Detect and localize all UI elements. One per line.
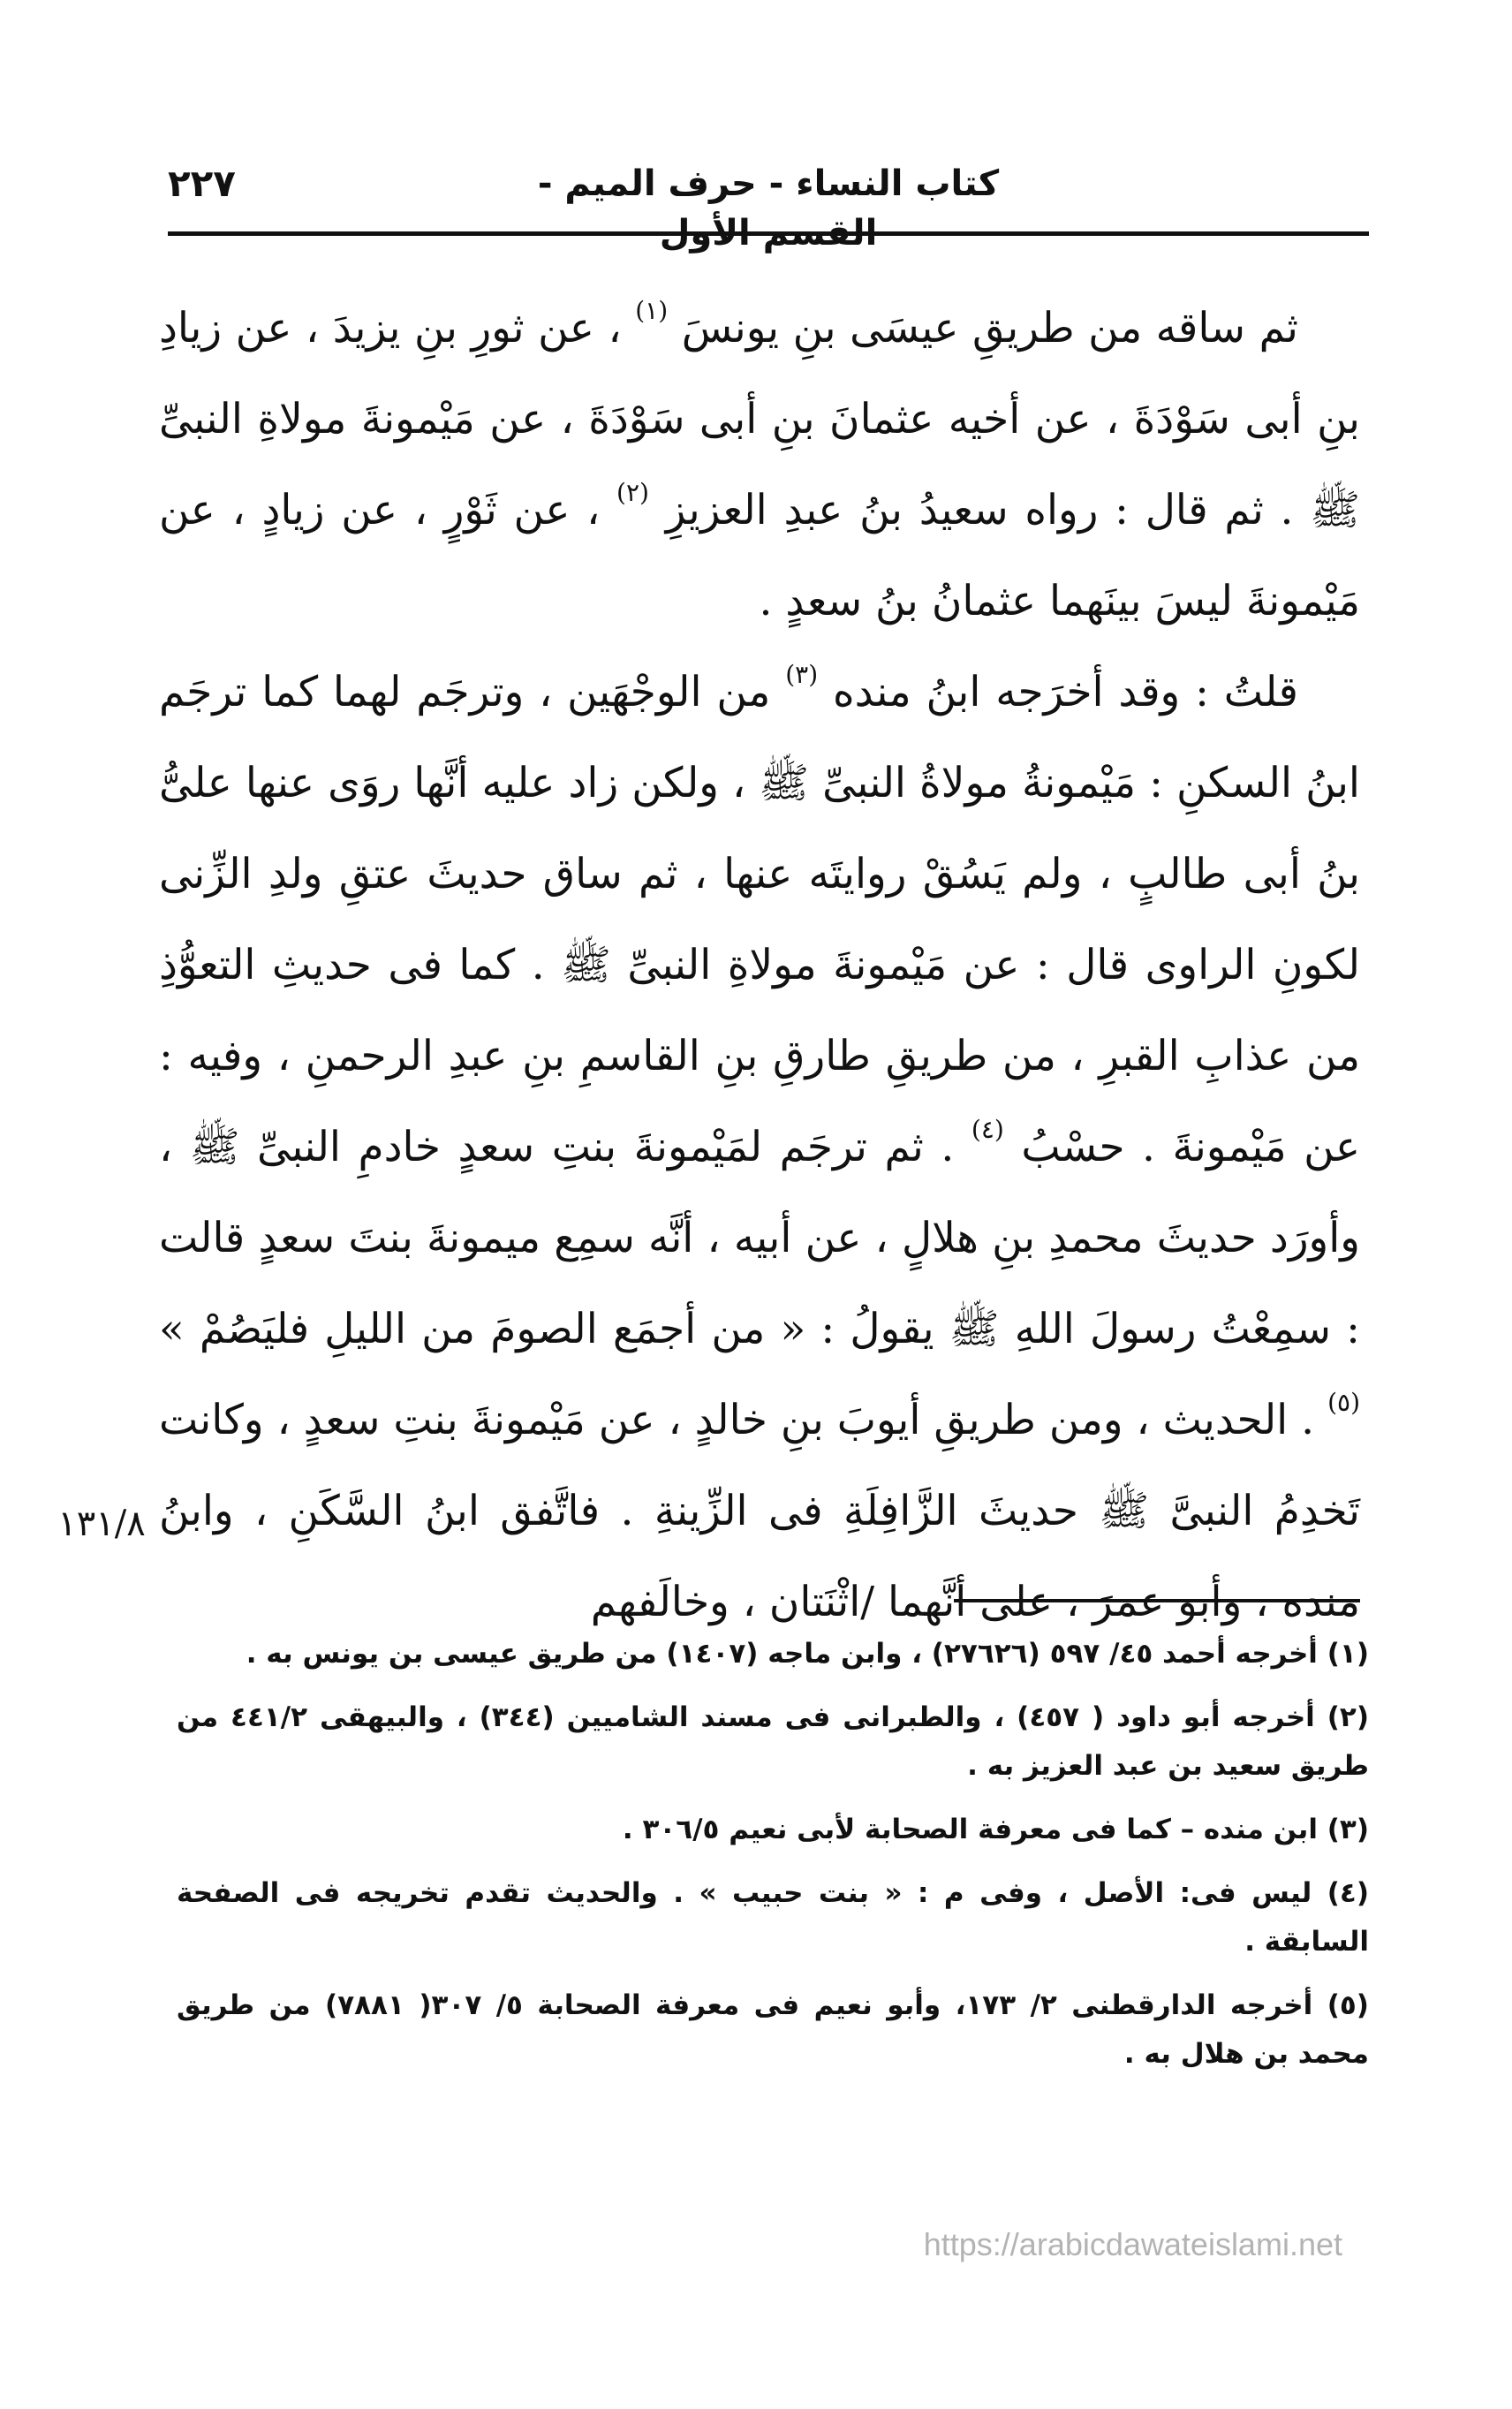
footnote-divider xyxy=(954,1599,1360,1602)
paragraph-1 xyxy=(159,283,1360,647)
footnote-3: (٣) ابن منده – كما فى معرفة الصحابة لأبى نعيم ٣٠٦/٥ . xyxy=(622,1814,1369,1845)
running-header-title: كتاب النساء - حرف الميم - القسم الأول xyxy=(537,163,1000,254)
footnote-ref-4: (٤) xyxy=(971,1115,1004,1144)
watermark-url: https://arabicdawateislami.net xyxy=(923,2226,1342,2262)
footnote-1: (١) أخرجه أحمد ٤٥/ ٥٩٧ (٢٧٦٢٦) ، وابن ماجه (١٤٠٧) من طريق عيسى بن يونس به . xyxy=(246,1638,1369,1670)
header-divider xyxy=(168,231,1369,236)
footnote-ref-3: (٣) xyxy=(785,660,819,689)
footnote-5: (٥) أخرجه الدارقطنى ٢/ ١٧٣، وأبو نعيم فى معرفة الصحابة ٥/ ٣٠٧( ٧٨٨١) من طريق محمد بن هلال به . xyxy=(177,1989,1369,2070)
margin-reference: ١٣١/٨ xyxy=(57,1504,146,1544)
footnote-4: (٤) ليس فى: الأصل ، وفى م : « بنت حبيب » . والحديث تقدم تخريجه فى الصفحة السابقة . xyxy=(177,1877,1369,1958)
paragraph-2 xyxy=(159,647,1360,1648)
footnote-2: (٢) أخرجه أبو داود ( ٤٥٧) ، والطبرانى فى مسند الشاميين (٣٤٤) ، والبيهقى ٤٤١/٢ من طريق سعيد بن عبد العزيز به . xyxy=(177,1701,1369,1782)
paragraph-1-text-b: ، عن ثورِ بنِ يزيدَ ، عن زيادِ بنِ أبى سَوْدَةَ ، عن أخيه عثمانَ بنِ أبى سَوْدَةَ ، عن مَيْمونةَ مولاةِ النبىِّ ﷺ . ثم قال : رواه سعيدُ بنُ عبدِ العزيزِ xyxy=(159,304,1360,534)
page-number: ٢٢٧ xyxy=(168,162,236,205)
paragraph-2-text-b: من الوجْهَين ، وترجَم لهما كما ترجَم ابنُ السكنِ : مَيْمونةُ مولاةُ النبىِّ ﷺ ، ولكن زاد عليه أنَّها روَى عنها علىُّ بنُ أبى طالبٍ ، ولم يَسُقْ روايتَه عنها ، ثم ساق حديثَ عتقِ ولدِ الزِّنى لكونِ الراوى قال : عن مَيْمونةَ مولاةِ النبىِّ ﷺ . كما فى حديثِ التعوُّذِ من عذابِ القبرِ ، من طريقِ طارقِ بنِ القاسمِ بنِ عبدِ الرحمنِ ، وفيه : عن مَيْمونةَ . حسْبُ xyxy=(159,668,1360,1171)
main-text xyxy=(159,283,1360,1648)
footnotes xyxy=(177,1630,1369,2094)
footnote-ref-2: (٢) xyxy=(616,478,649,507)
footnote-ref-1: (١) xyxy=(635,296,669,325)
paragraph-1-text-a: ثم ساقه من طريقِ عيسَى بنِ يونسَ xyxy=(681,304,1298,352)
paragraph-2-text-a: قلتُ : وقد أخرَجه ابنُ منده xyxy=(832,668,1298,716)
footnote-ref-5: (٥) xyxy=(1327,1388,1360,1417)
paragraph-2-text-d: . الحديث ، ومن طريقِ أيوبَ بنِ خالدٍ ، عن مَيْمونةَ بنتِ سعدٍ ، وكانت تَخدِمُ النبىَّ ﷺ حديثَ الزَّافِلَةِ فى الزِّينةِ . فاتَّفق ابنُ السَّكَنِ ، وابنُ منده ، وأبو عمرَ ، على أنَّهما /اثْنَتان ، وخالَفهم xyxy=(159,1396,1360,1626)
paragraph-2-text-c: . ثم ترجَم لمَيْمونةَ بنتِ سعدٍ خادمِ النبىِّ ﷺ ، وأورَد حديثَ محمدِ بنِ هلالٍ ، عن أبيه ، أنَّه سمِع ميمونةَ بنتَ سعدٍ قالت : سمِعْتُ رسولَ اللهِ ﷺ يقولُ : « من أجمَع الصومَ من الليلِ فليَصُمْ » xyxy=(159,1123,1360,1353)
paragraph-1-text-c: ، عن ثَوْرٍ ، عن زيادٍ ، عن مَيْمونةَ ليسَ بينَهما عثمانُ بنُ سعدٍ . xyxy=(159,486,1360,625)
